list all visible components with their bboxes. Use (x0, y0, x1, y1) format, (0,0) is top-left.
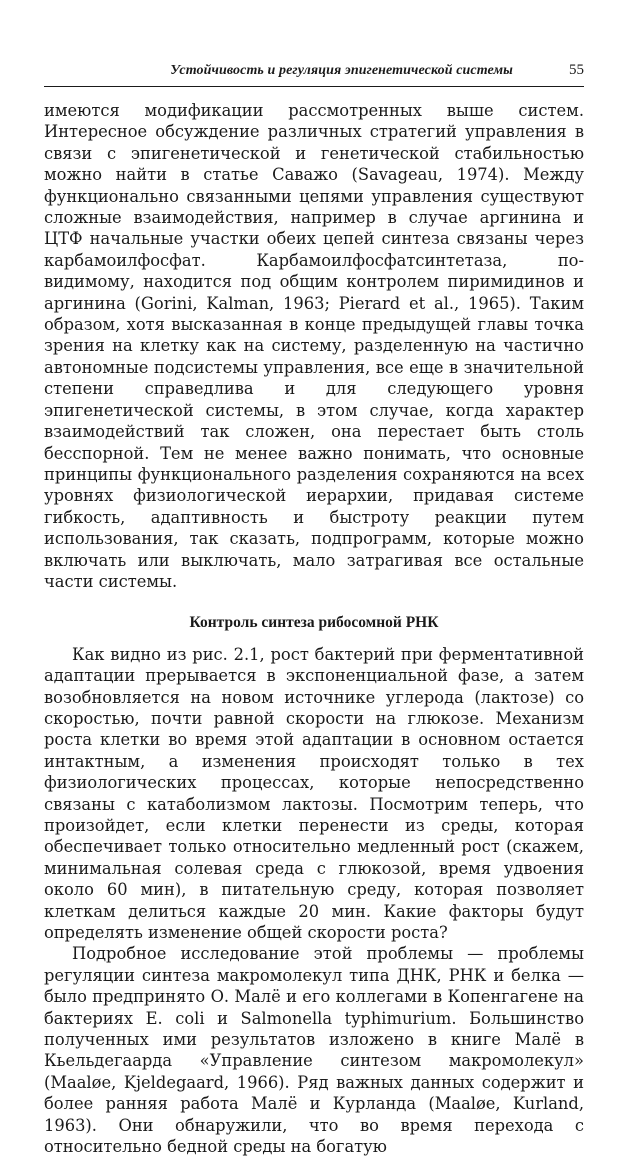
running-header (44, 62, 584, 82)
header-rule (44, 86, 584, 87)
section-title: Контроль синтеза рибосомной РНК (189, 614, 439, 632)
page-number: 55 (569, 62, 584, 78)
body-text (44, 100, 584, 1158)
paragraph-3: Подробное исследование этой проблемы — проблемы регуляции синтеза макромолекул типа ДНК, РНК и белка — было предпринято О. Малё и его коллегами в Копенгагене на бактериях E. coli и Salmonella typhimurium. Большинство полученных ими результатов изложено в книге Малё в Кьельдегаарда «Управление синтезом макромолекул» (Maaløe, Kjeldegaard, 1966). Ряд важных данных содержит и более ранняя работа Малё и Курланда (Maaløe, Kurland, 1963). Они обнаружили, что во время перехода с относительно бедной среды на богатую (44, 944, 584, 1157)
paragraph-1: имеются модификации рассмотренных выше систем. Интересное обсуждение различных стратегий управления в связи с эпигенетической и генетической стабильностью можно найти в статье Саважо (Savageau, 1974). Между функционально связанными цепями управления существуют сложные взаимодействия, например в случае аргинина и ЦТФ начальные участки обеих цепей синтеза связаны через карбамоилфосфат. Карбамоилфосфатсинтетаза, по-видимому, находится под общим контролем пиримидинов и аргинина (Gorini, Kalman, 1963; Pierard et al., 1965). Таким образом, хотя высказанная в конце предыдущей главы точка зрения на клетку как на систему, разделенную на частично автономные подсистемы управления, все еще в значительной степени справедлива и для следующего уровня эпигенетической системы, в этом случае, когда характер взаимодействий так сложен, она перестает быть столь бесспорной. Тем не менее важно понимать, что основные принципы функционального разделения сохраняются на всех уровнях физиологической иерархии, придавая системе гибкость, адаптивность и быстроту реакции путем использования, так сказать, подпрограмм, которые можно включать или выключать, мало затрагивая все остальные части системы. (44, 101, 584, 591)
running-title: Устойчивость и регуляция эпигенетической системы (170, 63, 513, 78)
paragraph-2: Как видно из рис. 2.1, рост бактерий при ферментативной адаптации прерывается в экспоненциальной фазе, а затем возобновляется на новом источнике углерода (лактозе) со скоростью, почти равной скорости на глюкозе. Механизм роста клетки во время этой адаптации в основном остается интактным, а изменения происходят только в тех физиологических процессах, которые непосредственно связаны с катаболизмом лактозы. Посмотрим теперь, что произойдет, если клетки перенести из среды, которая обеспечивает только относительно медленный рост (скажем, минимальная солевая среда с глюкозой, время удвоения около 60 мин), в питательную среду, которая позволяет клеткам делиться каждые 20 мин. Какие факторы будут определять изменение общей скорости роста? (44, 644, 584, 943)
